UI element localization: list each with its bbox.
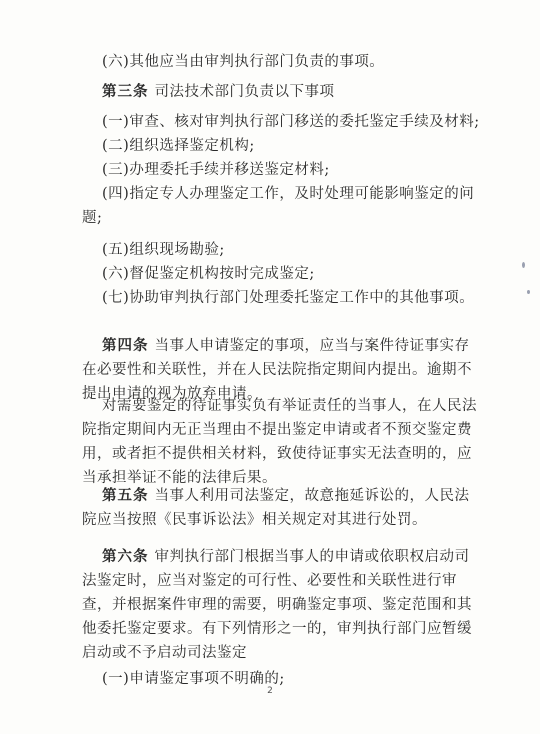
list-item-1: (一)审查、核对审判执行部门移送的委托鉴定手续及材料; [102,114,480,130]
article-6-label: 第六条 [102,548,149,565]
list-item-3: (三)办理委托手续并移送鉴定材料; [102,162,330,178]
paragraph-item-6: (六)其他应当由审判执行部门负责的事项。 [102,54,385,70]
list-item-last: (一)申请鉴定事项不明确的; [102,671,285,687]
list-item-5: (五)组织现场勘验; [102,242,225,258]
article-5-label: 第五条 [102,487,149,504]
scan-speck [527,290,530,294]
article-3-heading [82,80,482,104]
article-4-paragraph-2: 对需要鉴定的待证事实负有举证责任的当事人，在人民法院指定期间内无正当理由不提出鉴定申请或者不预交鉴定费用，或者拒不提供相关材料，致使待证事实无法查明的，应当承担举证不能的法律后果。 [82,398,477,486]
article-4-label: 第四条 [102,337,149,354]
list-item-4: (四)指定专人办理鉴定工作，及时处理可能影响鉴定的问题; [82,186,475,226]
article-5-paragraph [82,484,482,532]
list-item-6: (六)督促鉴定机构按时完成鉴定; [102,266,315,282]
article-5-text: 当事人利用司法鉴定，故意拖延诉讼的，人民法院应当按照《民事诉讼法》相关规定对其进行处罚。 [82,488,470,528]
page-number: 2 [267,686,273,696]
scan-speck [522,262,525,268]
article-6-paragraph [82,545,482,665]
list-item-7: (七)协助审判执行部门处理委托鉴定工作中的其他事项。 [102,290,475,306]
article-3-label: 第三条 [102,83,149,100]
article-4-text: 当事人申请鉴定的事项，应当与案件待证事实存在必要性和关联性，并在人民法院指定期间内提出。逾期不提出申请的视为放弃申请。 [82,338,472,402]
list-item-2: (二)组织选择鉴定机构; [102,138,255,154]
article-3-text: 司法技术部门负责以下事项 [154,84,335,100]
article-6-text: 审判执行部门根据当事人的申请或依职权启动司法鉴定时，应当对鉴定的可行性、必要性和关联性进行审查，并根据案件审理的需要，明确鉴定事项、鉴定范围和其他委托鉴定要求。有下列情形之一的，审判执行部门应暂缓启动或不予启动司法鉴定 [82,549,472,661]
